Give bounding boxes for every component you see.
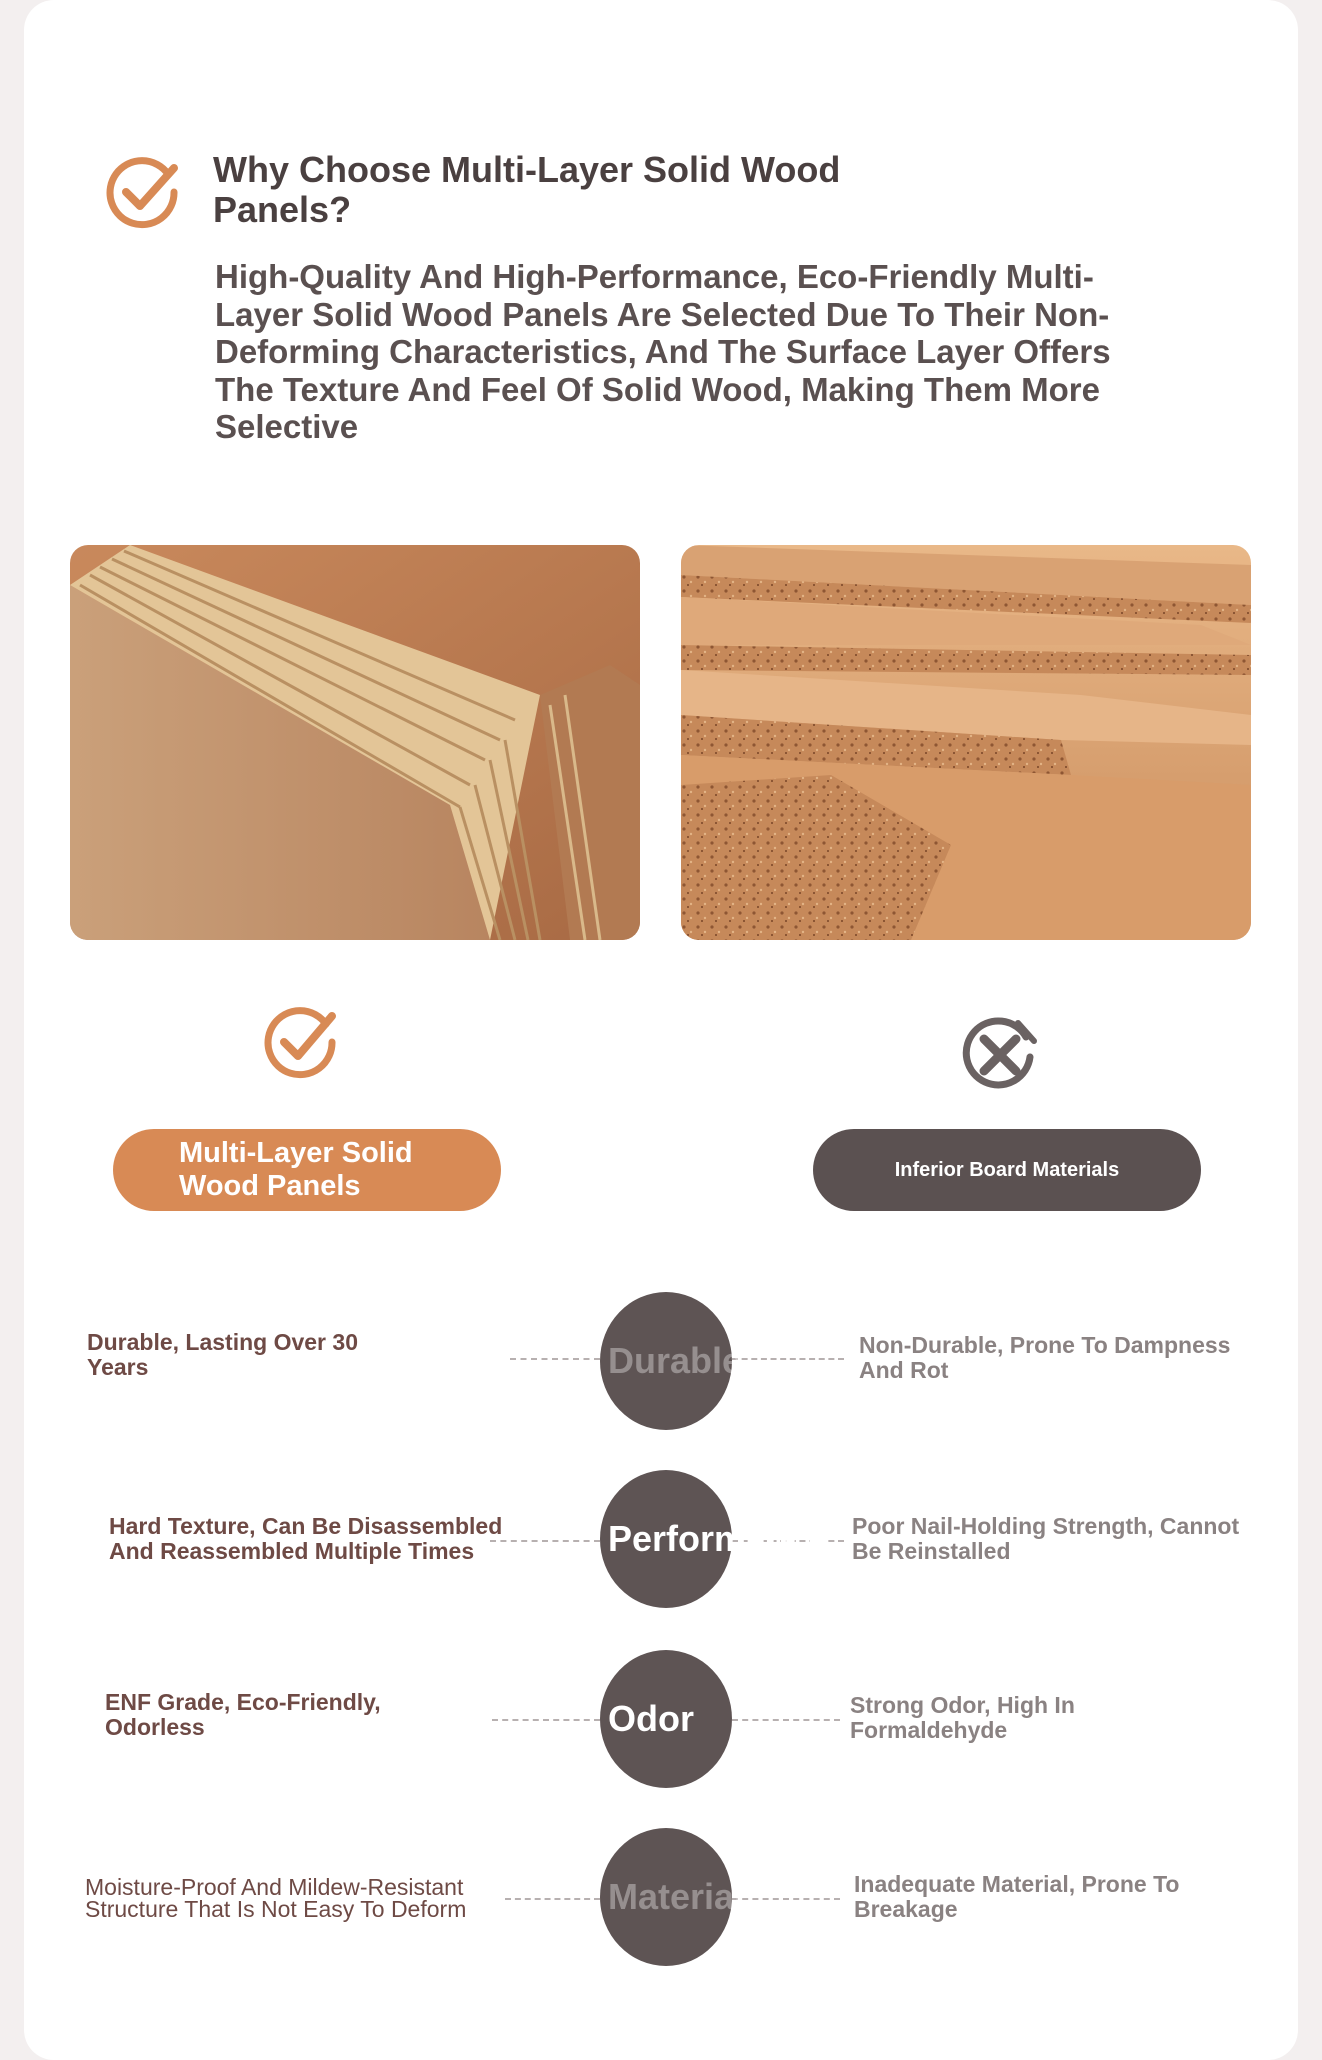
good-feature: Hard Texture, Can Be Disassembled And Reassembled Multiple Times — [109, 1513, 503, 1564]
connector-line — [492, 1719, 600, 1721]
particle-board-image — [681, 545, 1251, 940]
good-feature: ENF Grade, Eco-Friendly, Odorless — [105, 1689, 381, 1740]
page-title: Why Choose Multi-Layer Solid Wood Panels? — [213, 149, 841, 230]
bad-feature: Inadequate Material, Prone To Breakage — [854, 1871, 1180, 1922]
bad-feature: Non-Durable, Prone To Dampness And Rot — [859, 1332, 1231, 1383]
connector-line — [732, 1358, 844, 1360]
category-circle-odor — [600, 1650, 732, 1788]
category-circle-material — [600, 1828, 745, 1966]
good-label-pill — [113, 1129, 501, 1211]
connector-line — [732, 1719, 840, 1721]
category-label: Durable — [608, 1340, 743, 1381]
bad-label-pill — [813, 1129, 1201, 1211]
check-circle-icon — [104, 152, 184, 232]
category-label: Material — [608, 1876, 745, 1917]
check-circle-icon — [262, 1002, 342, 1082]
page-description: High-Quality And High-Performance, Eco-Friendly Multi-Layer Solid Wood Panels Are Selected Due To Their Non-Deforming Characteristics, And The Surface Layer Offers The Texture And Feel Of Solid Wood, Making Them More Selective — [215, 258, 1111, 445]
good-label: Multi-Layer Solid Wood Panels — [179, 1137, 413, 1202]
bad-label: Inferior Board Materials — [894, 1158, 1120, 1181]
category-label: Odor — [608, 1698, 694, 1739]
good-feature: Moisture-Proof And Mildew-Resistant Structure That Is Not Easy To Deform — [85, 1874, 467, 1922]
x-circle-icon — [960, 1015, 1040, 1095]
bad-feature: Poor Nail-Holding Strength, Cannot Be Reinstalled — [852, 1513, 1240, 1564]
plywood-image — [70, 545, 640, 940]
connector-line — [732, 1898, 840, 1900]
category-circle-durable — [600, 1292, 743, 1430]
good-feature: Durable, Lasting Over 30 Years — [87, 1329, 358, 1380]
bad-feature: Strong Odor, High In Formaldehyde — [850, 1692, 1075, 1743]
connector-line — [510, 1358, 600, 1360]
category-circle-performance — [600, 1470, 829, 1608]
category-label: Performance — [608, 1518, 829, 1559]
